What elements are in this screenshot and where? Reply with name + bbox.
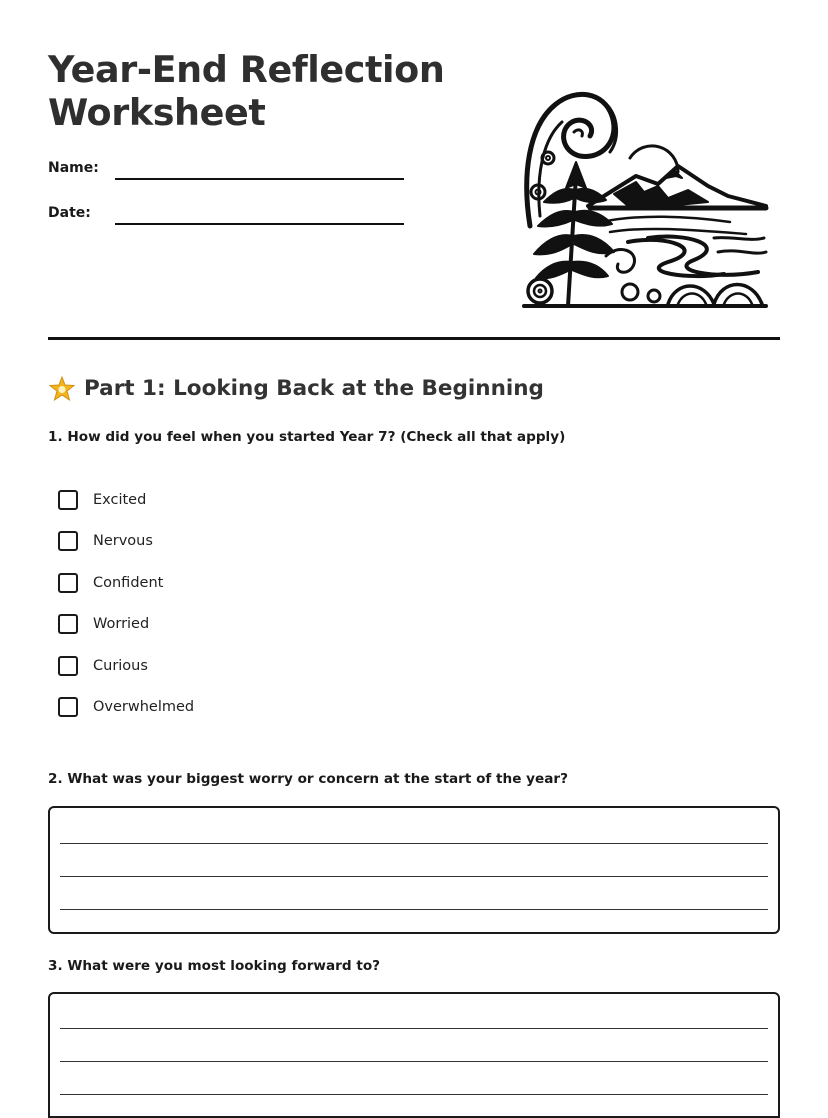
question-2: 2. What was your biggest worry or concern at the start of the year? bbox=[48, 771, 569, 787]
checkbox-label: Confident bbox=[93, 574, 164, 591]
answer-line bbox=[60, 1061, 768, 1062]
date-label: Date: bbox=[48, 205, 91, 221]
answer-line bbox=[60, 876, 768, 877]
checkbox-label: Nervous bbox=[93, 533, 153, 550]
section-divider bbox=[48, 337, 780, 340]
part1-heading-text: Part 1: Looking Back at the Beginning bbox=[84, 376, 544, 401]
answer-line bbox=[60, 843, 768, 844]
answer-box-2[interactable] bbox=[48, 806, 780, 934]
checklist-item[interactable] bbox=[58, 614, 358, 655]
title-line-2: Worksheet bbox=[48, 91, 266, 134]
worksheet-title bbox=[48, 48, 444, 134]
question-3: 3. What were you most looking forward to? bbox=[48, 958, 381, 974]
question-1: 1. How did you feel when you started Year 7? (Check all that apply) bbox=[48, 429, 566, 445]
checklist-item[interactable] bbox=[58, 490, 358, 531]
checkbox-overwhelmed[interactable] bbox=[58, 697, 78, 717]
checklist-item[interactable] bbox=[58, 656, 358, 697]
koru-fern-mountain-landscape-icon bbox=[518, 66, 770, 308]
feelings-checklist bbox=[58, 490, 358, 738]
title-line-1: Year-End Reflection bbox=[48, 48, 445, 91]
checkbox-excited[interactable] bbox=[58, 490, 78, 510]
checkbox-label: Overwhelmed bbox=[93, 698, 195, 715]
name-line[interactable] bbox=[115, 178, 404, 180]
name-label: Name: bbox=[48, 160, 99, 176]
answer-line bbox=[60, 1094, 768, 1095]
checklist-item[interactable] bbox=[58, 573, 358, 614]
checkbox-label: Excited bbox=[93, 492, 147, 508]
date-line[interactable] bbox=[115, 223, 404, 225]
checkbox-worried[interactable] bbox=[58, 614, 78, 634]
answer-line bbox=[60, 1028, 768, 1029]
checklist-item[interactable] bbox=[58, 531, 358, 572]
star-icon bbox=[48, 375, 76, 403]
name-field[interactable] bbox=[48, 160, 408, 186]
answer-line bbox=[60, 909, 768, 910]
answer-box-3[interactable] bbox=[48, 992, 780, 1118]
part1-heading bbox=[48, 374, 544, 404]
checklist-item[interactable] bbox=[58, 697, 358, 738]
checkbox-nervous[interactable] bbox=[58, 531, 78, 551]
checkbox-curious[interactable] bbox=[58, 656, 78, 676]
checkbox-confident[interactable] bbox=[58, 573, 78, 593]
date-field[interactable] bbox=[48, 205, 408, 231]
checkbox-label: Curious bbox=[93, 657, 148, 674]
checkbox-label: Worried bbox=[93, 616, 150, 633]
